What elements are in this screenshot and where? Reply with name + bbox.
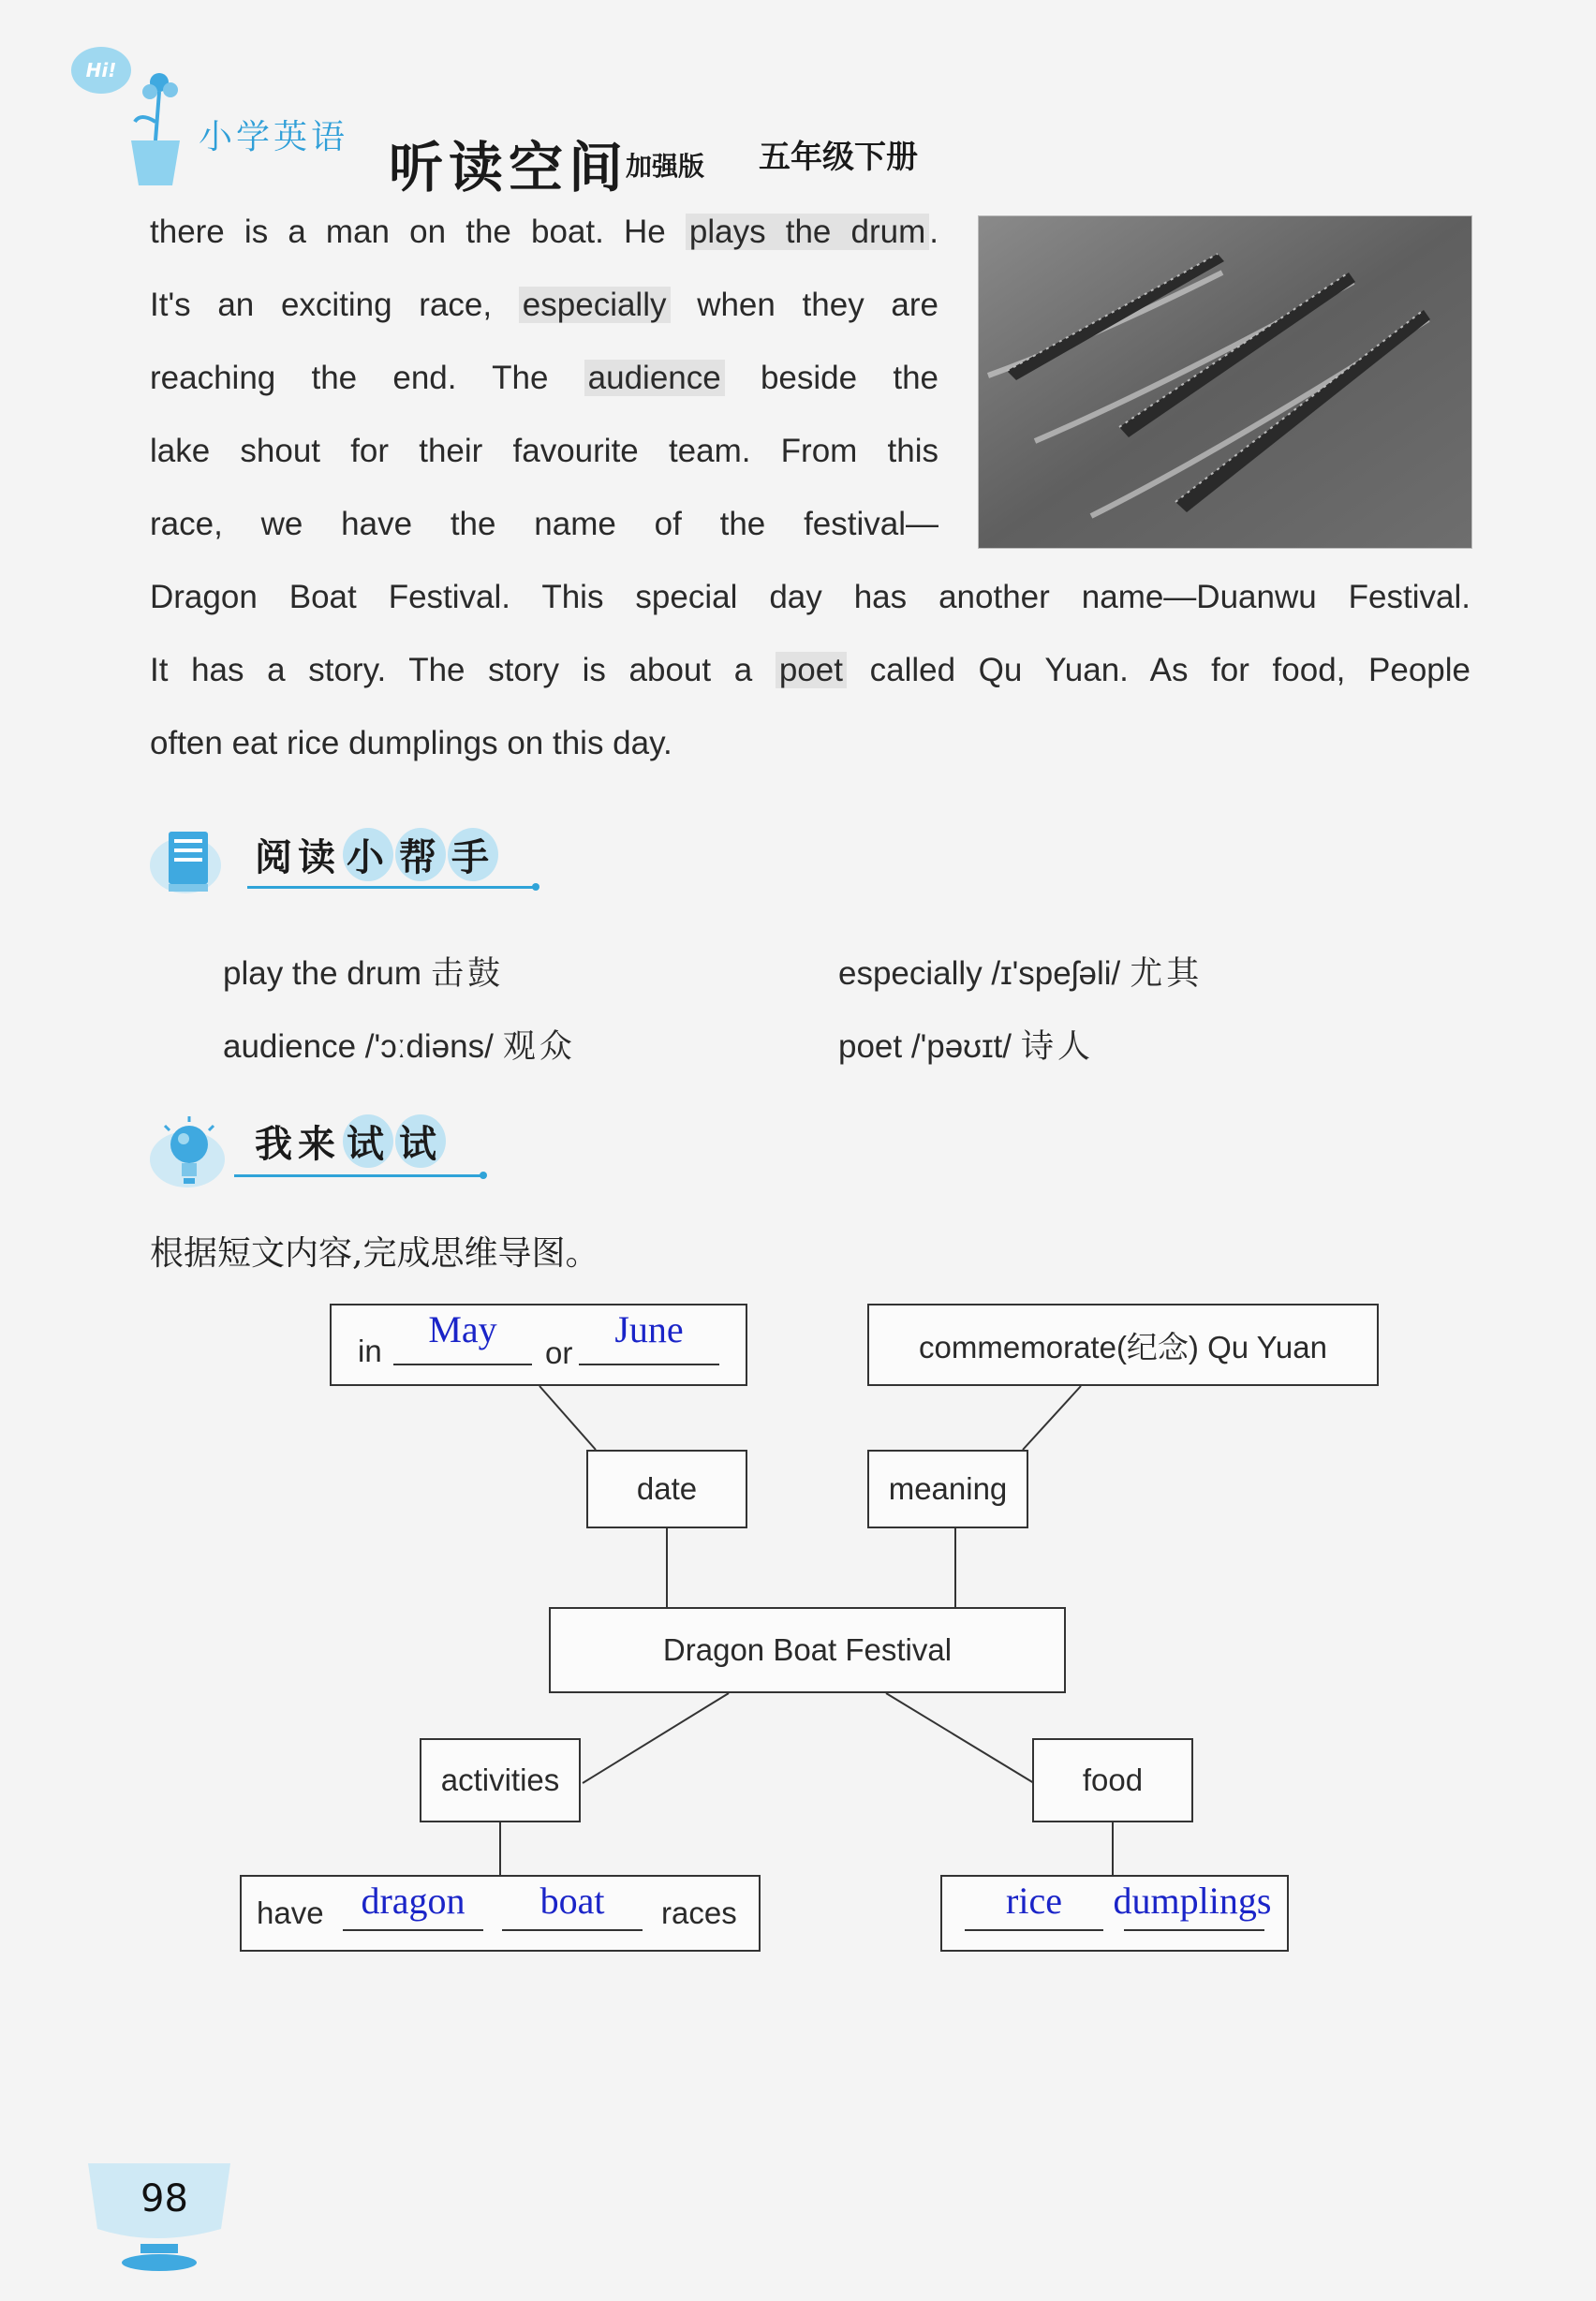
activities-prefix: have	[257, 1895, 324, 1930]
vocab-audience: audience /'ɔːdiəns/ 观众	[223, 1028, 576, 1066]
passage-line-5: race, we have the name of the festival—	[150, 506, 938, 542]
activities-blank-1	[343, 1929, 483, 1931]
brand-subtitle: 加强版	[626, 151, 705, 182]
date-blank-2	[579, 1364, 719, 1365]
series-title: 小学英语	[199, 118, 349, 156]
food-connector	[1112, 1822, 1114, 1875]
date-prefix: in	[358, 1334, 382, 1368]
vocab-especially: especially /ɪ'speʃəli/ 尤其	[838, 955, 1204, 993]
vocab-play-the-drum: play the drum 击鼓	[223, 955, 505, 993]
food-answer-1: rice	[1006, 1880, 1062, 1922]
try-it-title: 我来 试 试	[255, 1114, 446, 1168]
page-number: 98	[140, 2177, 188, 2220]
passage-line-6: Dragon Boat Festival. This special day has another name—Duanwu Festival.	[150, 579, 1470, 615]
date-blank-1	[393, 1364, 532, 1365]
brand-title: 听读空间	[389, 136, 629, 199]
date-answer-1: May	[428, 1308, 497, 1350]
passage-line-1: there is a man on the boat. He plays the drum .	[150, 214, 938, 250]
passage-line-2: It's an exciting race, especially when they are	[150, 287, 938, 323]
activities-blank-2	[502, 1929, 643, 1931]
date-or: or	[545, 1335, 573, 1370]
instruction-text: 根据短文内容,完成思维导图。	[150, 1234, 599, 1273]
vocab-poet: poet /'pəʊɪt/ 诗人	[838, 1028, 1094, 1066]
food-blank-1	[965, 1929, 1103, 1931]
passage-line-4: lake shout for their favourite team. From this	[150, 433, 938, 469]
meaning-text-box: commemorate(纪念) Qu Yuan	[867, 1304, 1379, 1386]
grade-label: 五年级下册	[759, 139, 918, 176]
meaning-node: meaning	[867, 1450, 1028, 1528]
center-node: Dragon Boat Festival	[549, 1607, 1066, 1693]
passage-line-3: reaching the end. The audience beside the	[150, 360, 938, 396]
passage-line-7: It has a story. The story is about a poet called Qu Yuan. As for food, People	[150, 652, 1470, 688]
activities-node: activities	[420, 1738, 581, 1822]
date-node: date	[586, 1450, 747, 1528]
food-node: food	[1032, 1738, 1193, 1822]
activities-answer-1: dragon	[361, 1880, 466, 1922]
food-blank-2	[1124, 1929, 1264, 1931]
food-answer-2: dumplings	[1113, 1880, 1272, 1922]
date-answer-2: June	[614, 1308, 684, 1350]
hi-bubble-logo: Hi!	[71, 47, 131, 94]
activities-answer-2: boat	[539, 1880, 605, 1922]
passage-line-8: often eat rice dumplings on this day.	[150, 725, 672, 761]
activities-connector	[499, 1822, 501, 1875]
activities-suffix: races	[661, 1895, 737, 1930]
reading-helper-title: 阅读 小 帮 手	[255, 828, 498, 881]
